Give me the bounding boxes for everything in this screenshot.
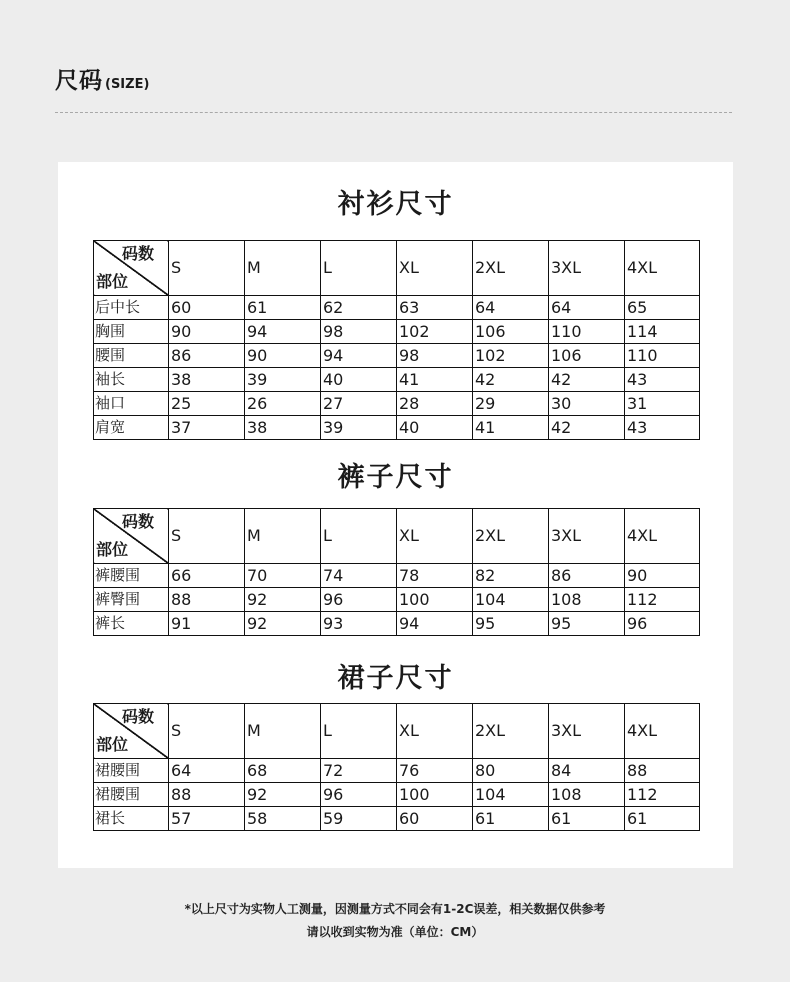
table-row — [94, 612, 700, 636]
measurement-cell: 94 — [397, 612, 473, 636]
measurement-cell: 59 — [321, 807, 397, 831]
skirt-size-title: 裙子尺寸 — [337, 663, 454, 694]
measurement-cell: 104 — [473, 783, 549, 807]
measurement-cell: 90 — [245, 344, 321, 368]
measurement-cell: 96 — [321, 783, 397, 807]
measurement-cell: 90 — [169, 320, 245, 344]
corner-cell — [94, 509, 169, 564]
measurement-cell: 72 — [321, 759, 397, 783]
measurement-cell: 112 — [625, 783, 700, 807]
size-header-cell: 4XL — [625, 241, 700, 296]
measurement-cell: 64 — [169, 759, 245, 783]
measurement-cell: 63 — [397, 296, 473, 320]
measurement-cell: 90 — [625, 564, 700, 588]
measurement-cell: 94 — [245, 320, 321, 344]
table-row — [94, 807, 700, 831]
measurement-cell: 108 — [549, 783, 625, 807]
corner-part-label: 部位 — [96, 735, 129, 754]
size-header-cell: S — [169, 241, 245, 296]
measurement-cell: 40 — [321, 368, 397, 392]
measurement-cell: 78 — [397, 564, 473, 588]
measurement-cell: 65 — [625, 296, 700, 320]
table-row — [94, 783, 700, 807]
measurement-cell: 102 — [397, 320, 473, 344]
corner-size-label: 码数 — [121, 244, 154, 263]
size-header-cell: 2XL — [473, 509, 549, 564]
measurement-cell: 98 — [397, 344, 473, 368]
size-header-cell: L — [321, 509, 397, 564]
header-divider — [55, 112, 732, 113]
measurement-cell: 104 — [473, 588, 549, 612]
measurement-cell: 106 — [549, 344, 625, 368]
table-row — [94, 759, 700, 783]
measurement-cell: 25 — [169, 392, 245, 416]
measurement-cell: 112 — [625, 588, 700, 612]
page-title: 尺码 — [55, 68, 103, 94]
measurement-cell: 95 — [549, 612, 625, 636]
measurement-cell: 100 — [397, 588, 473, 612]
measurement-cell: 106 — [473, 320, 549, 344]
row-label-cell: 裤臀围 — [94, 588, 169, 612]
size-header-cell: 4XL — [625, 704, 700, 759]
measurement-cell: 38 — [245, 416, 321, 440]
measurement-cell: 28 — [397, 392, 473, 416]
measurement-cell: 42 — [549, 368, 625, 392]
measurement-cell: 82 — [473, 564, 549, 588]
measurement-cell: 60 — [397, 807, 473, 831]
measurement-cell: 74 — [321, 564, 397, 588]
measurement-cell: 96 — [625, 612, 700, 636]
measurement-cell: 31 — [625, 392, 700, 416]
measurement-cell: 88 — [169, 783, 245, 807]
table-row — [94, 392, 700, 416]
measurement-cell: 98 — [321, 320, 397, 344]
measurement-cell: 30 — [549, 392, 625, 416]
measurement-cell: 100 — [397, 783, 473, 807]
row-label-cell: 腰围 — [94, 344, 169, 368]
size-header-cell: 3XL — [549, 704, 625, 759]
measurement-cell: 39 — [245, 368, 321, 392]
row-label-cell: 裙腰围 — [94, 759, 169, 783]
measurement-cell: 95 — [473, 612, 549, 636]
measurement-cell: 114 — [625, 320, 700, 344]
size-header-cell: M — [245, 509, 321, 564]
size-header-cell: S — [169, 704, 245, 759]
measurement-cell: 86 — [549, 564, 625, 588]
size-header-cell: 3XL — [549, 509, 625, 564]
table-row — [94, 320, 700, 344]
corner-cell — [94, 704, 169, 759]
size-header-row — [94, 704, 700, 759]
row-label-cell: 裙腰围 — [94, 783, 169, 807]
measurement-cell: 42 — [473, 368, 549, 392]
table-row — [94, 368, 700, 392]
corner-size-label: 码数 — [121, 512, 154, 531]
measurement-cell: 61 — [625, 807, 700, 831]
measurement-cell: 42 — [549, 416, 625, 440]
page-header — [55, 62, 149, 95]
pants-size-table — [93, 508, 700, 636]
size-header-cell: L — [321, 704, 397, 759]
page-subtitle: (SIZE) — [105, 77, 150, 92]
measurement-cell: 92 — [245, 783, 321, 807]
size-header-cell: XL — [397, 704, 473, 759]
size-header-cell: XL — [397, 509, 473, 564]
table-row — [94, 416, 700, 440]
size-header-cell: S — [169, 509, 245, 564]
measurement-cell: 108 — [549, 588, 625, 612]
measurement-cell: 110 — [625, 344, 700, 368]
size-header-cell: L — [321, 241, 397, 296]
skirt-size-table — [93, 703, 700, 831]
measurement-cell: 80 — [473, 759, 549, 783]
row-label-cell: 袖口 — [94, 392, 169, 416]
measurement-cell: 58 — [245, 807, 321, 831]
measurement-cell: 61 — [245, 296, 321, 320]
measurement-cell: 68 — [245, 759, 321, 783]
row-label-cell: 裤腰围 — [94, 564, 169, 588]
measurement-cell: 86 — [169, 344, 245, 368]
measurement-cell: 27 — [321, 392, 397, 416]
shirt-size-table — [93, 240, 700, 440]
measurement-cell: 92 — [245, 612, 321, 636]
measurement-cell: 41 — [473, 416, 549, 440]
measurement-cell: 70 — [245, 564, 321, 588]
measurement-cell: 88 — [625, 759, 700, 783]
measurement-cell: 61 — [549, 807, 625, 831]
footer-unit: 请以收到实物为准（单位：CM） — [306, 925, 484, 939]
shirt-size-title: 衬衫尺寸 — [337, 189, 454, 220]
row-label-cell: 肩宽 — [94, 416, 169, 440]
measurement-cell: 64 — [549, 296, 625, 320]
corner-size-label: 码数 — [121, 707, 154, 726]
size-header-row — [94, 241, 700, 296]
measurement-cell: 84 — [549, 759, 625, 783]
measurement-cell: 64 — [473, 296, 549, 320]
corner-part-label: 部位 — [96, 540, 129, 559]
size-header-cell: XL — [397, 241, 473, 296]
row-label-cell: 裙长 — [94, 807, 169, 831]
row-label-cell: 袖长 — [94, 368, 169, 392]
measurement-cell: 62 — [321, 296, 397, 320]
corner-part-label: 部位 — [96, 272, 129, 291]
corner-cell — [94, 241, 169, 296]
measurement-cell: 26 — [245, 392, 321, 416]
row-label-cell: 裤长 — [94, 612, 169, 636]
measurement-cell: 60 — [169, 296, 245, 320]
measurement-cell: 40 — [397, 416, 473, 440]
measurement-cell: 88 — [169, 588, 245, 612]
measurement-cell: 39 — [321, 416, 397, 440]
footer-note: *以上尺寸为实物人工测量，因测量方式不同会有1-2C误差，相关数据仅供参考 — [184, 902, 606, 916]
measurement-cell: 110 — [549, 320, 625, 344]
table-row — [94, 588, 700, 612]
measurement-cell: 29 — [473, 392, 549, 416]
measurement-cell: 57 — [169, 807, 245, 831]
measurement-cell: 43 — [625, 368, 700, 392]
size-header-cell: 4XL — [625, 509, 700, 564]
measurement-cell: 66 — [169, 564, 245, 588]
size-header-cell: M — [245, 704, 321, 759]
measurement-cell: 41 — [397, 368, 473, 392]
measurement-cell: 96 — [321, 588, 397, 612]
row-label-cell: 后中长 — [94, 296, 169, 320]
size-chart-card — [58, 162, 733, 868]
measurement-cell: 94 — [321, 344, 397, 368]
measurement-cell: 43 — [625, 416, 700, 440]
pants-size-title: 裤子尺寸 — [337, 462, 454, 493]
row-label-cell: 胸围 — [94, 320, 169, 344]
measurement-cell: 92 — [245, 588, 321, 612]
table-row — [94, 296, 700, 320]
table-row — [94, 564, 700, 588]
measurement-cell: 38 — [169, 368, 245, 392]
table-row — [94, 344, 700, 368]
measurement-cell: 37 — [169, 416, 245, 440]
size-header-cell: 2XL — [473, 704, 549, 759]
measurement-cell: 102 — [473, 344, 549, 368]
size-header-cell: 3XL — [549, 241, 625, 296]
size-header-cell: 2XL — [473, 241, 549, 296]
measurement-cell: 76 — [397, 759, 473, 783]
measurement-cell: 93 — [321, 612, 397, 636]
measurement-cell: 91 — [169, 612, 245, 636]
size-header-row — [94, 509, 700, 564]
size-header-cell: M — [245, 241, 321, 296]
measurement-cell: 61 — [473, 807, 549, 831]
